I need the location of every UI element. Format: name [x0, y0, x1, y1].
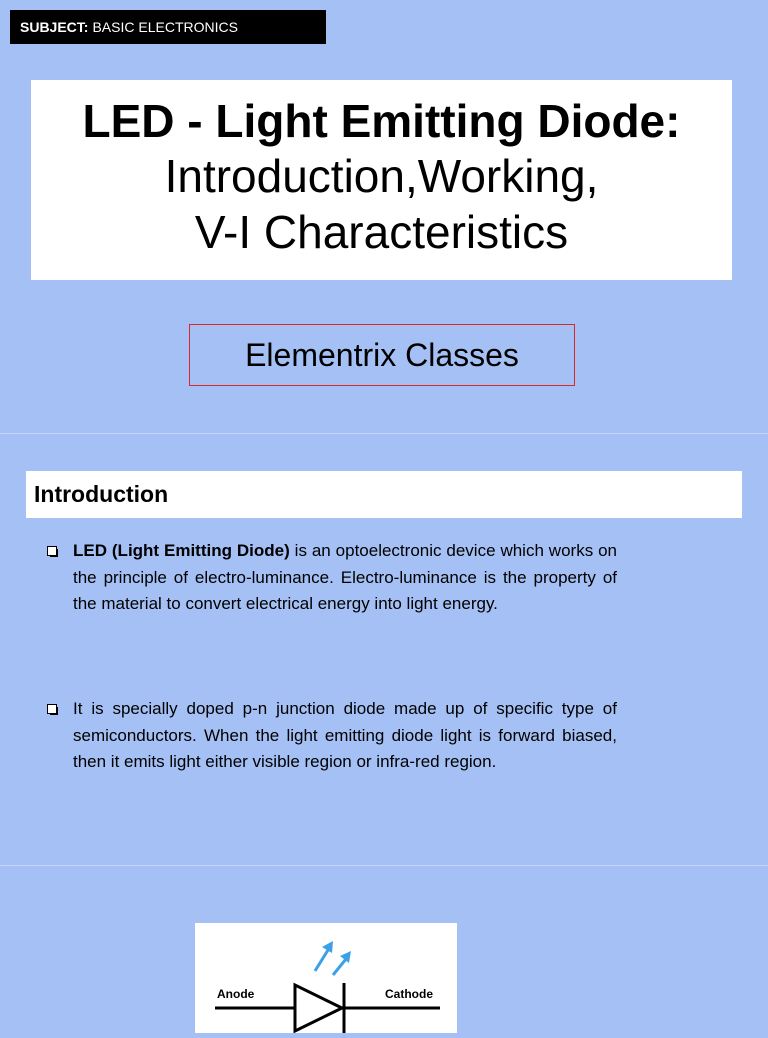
bullet-text [73, 538, 617, 618]
led-symbol-icon [195, 923, 457, 1033]
bullet-body: is an optoelectronic device which works on the principle of electro-luminance. Electro-luminance is the property of the material to convert electrical energy into light energy. [73, 541, 618, 613]
section-heading-introduction: Introduction [26, 471, 742, 518]
cathode-label: Cathode [385, 987, 433, 1001]
subject-label: SUBJECT: [20, 19, 89, 35]
checkbox-bullet-icon [47, 704, 58, 715]
title-card [31, 80, 732, 280]
subject-bar [10, 10, 326, 44]
bullet-bold-term: LED (Light Emitting Diode) [73, 541, 290, 560]
bullet-item [47, 538, 617, 618]
led-symbol-diagram [195, 923, 457, 1033]
page-title: LED - Light Emitting Diode: [82, 95, 681, 147]
page-subtitle-line2: V-I Characteristics [194, 206, 569, 258]
light-arrows-icon [315, 941, 351, 975]
bullet-body: It is specially doped p-n junction diode made up of specific type of semiconductors. When the light emitting diode light is forward biased, then it emits light either visible region or infra-red region. [73, 699, 617, 771]
subject-value: BASIC ELECTRONICS [92, 19, 238, 35]
brand-label: Elementrix Classes [189, 324, 575, 386]
checkbox-bullet-icon [47, 546, 58, 557]
slide-divider [0, 865, 768, 866]
bullet-text [73, 696, 617, 776]
slide-divider [0, 433, 768, 434]
bullet-item [47, 696, 617, 776]
page-subtitle-line1: Introduction,Working, [164, 150, 599, 202]
anode-label: Anode [217, 987, 255, 1001]
